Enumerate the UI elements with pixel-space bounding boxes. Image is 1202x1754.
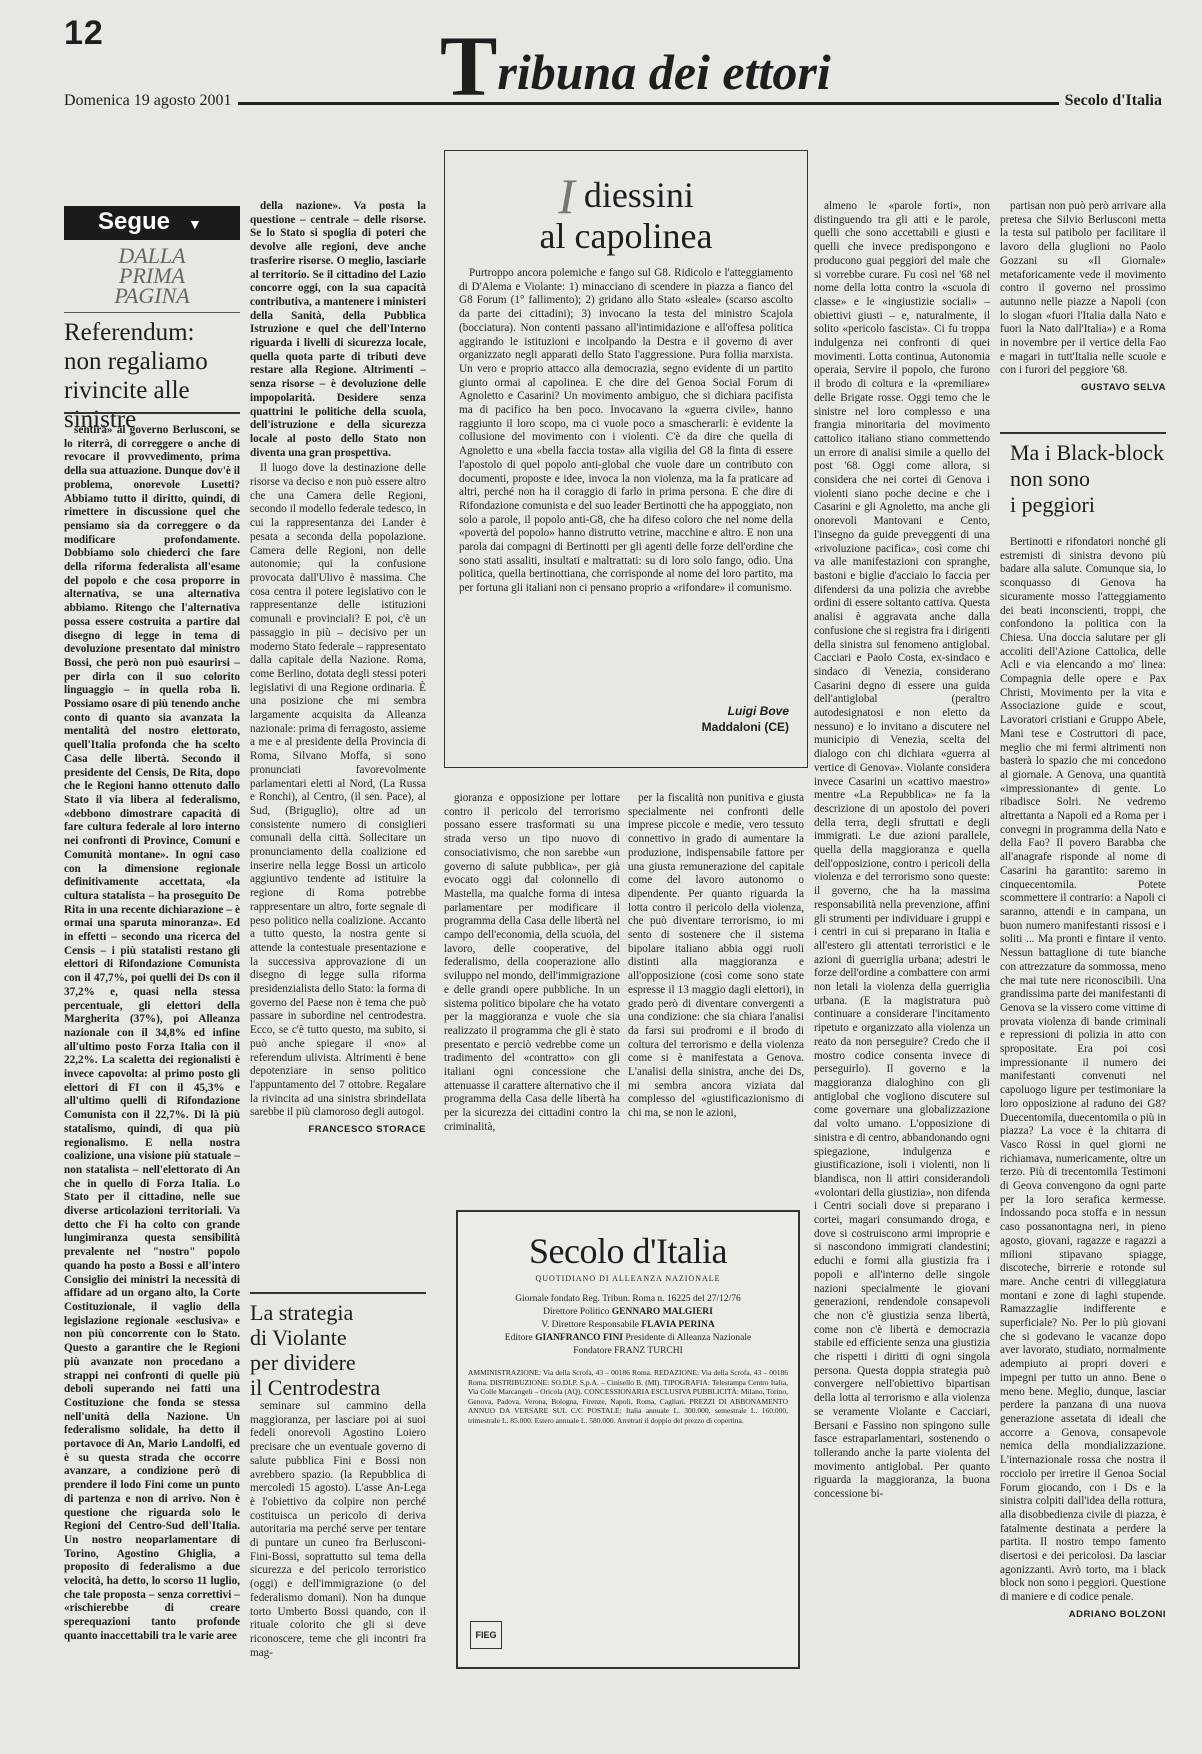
letter2-headline	[1010, 440, 1170, 518]
article2-column-b	[444, 792, 620, 1192]
article-text: almeno le «parole forti», non distinguendo tra gli atti e le parole, quelli che sono accettabili e giusti e quelli che invece predispongono e producono guai peggiori del male che si vorrebbe curare. Fu così nel '68 nel nome della lotta contro la «scuola di classe» e le «ingiustizie sociali» – obiettivi giusti – e, naturalmente, il solito «pericolo fascista». Ci fu troppa indulgenza nei confronti di quei movimenti. Lotta continua, Autonomia operaia, Servire il popolo, che furono il brodo di coltura e la «premiliare» delle Brigate rosse. Oggi temo che le sinistre nel loro complesso e una frangia minoritaria del movimento cattolico italiano stiano commettendo un errore di analisi simile a quello del post '68. Oggi come allora, si considera che nei cortei di Genova i violenti siano poche decine e che i Casarini e gli Agnoletto, ma anche gli onorevoli Mantovani e Cento, l'insegno da guide preveggenti di una «rivoluzione pacifica», così come chi va alle manifestazioni con spranghe, bastoni e biglie d'acciaio lo faccia per difendersi da una polizia che avrebbe ordini di essere soltanto cattiva. Questa analisi è aggravata anche dalla confusione che si registra fra i dirigenti della sinistra sul fenomeno antiglobal. Cacciari e Paolo Costa, ex-sindaco e sindaco di Venezia, considerano Casarini degno di essere una guida dell'antiglobal (peraltro autodesignatosi e non eletto da nessuno) e lo invitano a discutere nel municipio di Venezia, scelta del dialogo con chi dichiara «guerra al vertice di Genova». Violante considera invece Casarini un «cattivo maestro» mentre «La Repubblica» ne fa la descrizione di un apostolo dei poveri della terra, degli sfruttati e degli immigrati. Le due azioni parallele, quella della maggioranza e quella dell'opposizione, contro i pericoli della violenza e del terrorismo sono queste: il governo, che ha la massima responsabilità nella prevenzione, affini gli strumenti per individuare i gruppi e i centri in cui si preparano in Italia e all'estero gli attentati terroristici e le azioni di guerriglia urbana; adestri le forze dell'ordine a combattere con armi non letali la violenza della guerriglia urbana. (E la magistratura può continuare a considerare l'incitamento ripetuto e organizzato alla violenza un reato da non perseguire? Credo che il mostro codice consenta invece di perseguirlo). Il governo e la maggioranza dialoghino con gli antiglobal che vogliono discutere sul come governare una globalizzazione dal volto umano. L'opposizione di sinistra e di centro, abbandonando ogni spiegazione, indulgenza e giustificazione, isoli i violenti, non li blandisca, non li attiri considerandoli «volontari della giustizia», non difenda i Centri sociali dove si preparano i cortei, magari consumando droga, e dove si costruiscono armi improprie e si nascondono immigrati clandestini; educhi e formi alla giustizia fra i popoli e all'interno delle singole nazioni specialmente le giovani generazioni, rendendole consapevoli che non c'è giustizia senza libertà, come non c'è libertà e democrazia stabile ed efficiente senza una giustizia che rispetti i diritti di ogni singola persona. Questa doppia strategia può convergere nell'obiettivo bipartisan della lotta al terrorismo e alla violenza se veramente Violante e Cacciari, Bersani e Fassino non spingono sulle fasce estraparlamentari, sostenendo o tollerando anche la parte violenta del movimento antiglobal. Per quanto riguarda la maggioranza, la buona concessione bi-	[814, 200, 990, 1501]
divider	[1000, 432, 1166, 434]
letter-place: Maddaloni (CE)	[701, 720, 789, 734]
letter2-body	[1000, 536, 1166, 1734]
article2-column-c	[628, 792, 804, 1192]
divider	[250, 1292, 426, 1294]
article-text: per la fiscalità non punitiva e giusta specialmente nei confronti delle imprese piccole e medie, vero tessuto connettivo in grado di aumentare la produzione, indispensabile fattore per una giusta remunerazione del capitale come del lavoro autonomo o dipendente. Per quanto riguarda la lotta contro il pericolo della violenza, che può diventare terrorismo, io mi sento di sostenere che il sistema bipolare italiano abbia oggi ruoli distinti alla maggioranza e all'opposizione (così come sono state espresse il 13 maggio dagli elettori), in grado però di diventare convergenti a una condizione: che sia chiara l'analisi da farsi sui prodromi e il brodo di coltura del terrorismo e della violenza come si è manifestata a Genova. L'analisi della sinistra, anche dei Ds, mi sembra ancora viziata dal complesso del «giustificazionismo di chi ma, se non le azioni,	[628, 792, 804, 1120]
letter-title	[445, 168, 807, 256]
publisher-role: Presidente di Alleanza Nazionale	[625, 1333, 752, 1343]
headline-line: Referendum:	[64, 319, 195, 346]
masthead-box-title: Secolo d'Italia	[529, 1231, 727, 1271]
headline-line: i peggiori	[1010, 492, 1095, 517]
letter-title-line: al capolinea	[539, 216, 713, 256]
article1-signature: FRANCESCO STORACE	[308, 1124, 426, 1136]
segue-tag	[64, 206, 240, 240]
segue-label: Segue	[98, 208, 171, 235]
headline-line: rivincite alle sinistre	[64, 377, 190, 433]
article-text: partisan non può però arrivare alla pretesa che Silvio Berlusconi metta la testa sul patibolo per facilitare il lavoro della gluglioni no Paolo Gozzani su «Il Giornale» metaforicamente vede il movimento contro il governo nel prossimo autunno nelle piazze a Napoli (con lo slogan «fuori l'Italia dalla Nato e fuori la Nato dall'Italia») e a Roma in novembre per il vertice della Fao e magari in tutt'Italia nelle scuole e con i furori del peggiore '68.	[1000, 200, 1166, 377]
masthead-initial-t: T	[440, 18, 498, 114]
brand-name: Secolo d'Italia	[1059, 92, 1162, 110]
headline-line: per dividere	[250, 1350, 356, 1375]
vice-director-label: V. Direttore Responsabile	[541, 1320, 639, 1330]
headline-line: il Centrodestra	[250, 1375, 381, 1400]
article-text: sentirà» al governo Berlusconi, se lo riterrà, di correggere o anche di revocare il provvedimento, prima della sua attuazione. Dunque dov'è il problema, onorevole Lusetti? Abbiamo tutto il diritto, quindi, di rimettere in discussione quel che pensiamo sia da correggere o da modificare profondamente. Dobbiamo solo chiederci che fare della riforma federalista all'esame del popolo e che cosa proporre in alternativa, se una alternativa abbiamo. Ritengo che l'alternativa possa essere costruita a partire dal disegno di legge in tema di devoluzione presentato dal ministro Bossi, che però non può esaurirsi – per dirla con il suo colorito linguaggio – in quella roba lì. Possiamo osare di più tenendo anche conto di quanto sia avanzata la mentalità del nostro elettorato, quell'Italia profonda che ha scelto Casa delle libertà. Secondo il presidente del Censis, De Rita, dopo che le Regioni hanno ottenuto dallo Stato il via libera al federalismo, «debbono dimostrare capacità di fare cultura federale al loro interno nei confronti di Province, Comuni e Comunità montane». In ogni caso con la dimensione regionale definitivamente accettata, «la cultura statalista – ha proseguito De Rita in una recente dichiarazione – è ormai una sparuta minoranza». Ed in effetti – secondo una ricerca del Censis – i più statalisti restano gli elettori di Rifondazione Comunista con il 47,7%, poi quelli dei Ds con il 37,2% e, quasi nella stessa percentuale, gli elettori della Margherita (37%), poi Alleanza nazionale con il 34,8% ed infine all'ultimo posto Forza Italia con il 22,2%. La scaletta dei regionalisti è invece capovolta: al primo posto gli elettori di FI con il 45,3% e all'ultimo quelli di Rifondazione Comunista con il 22,7%. Di là più statalismo, quindi, di qua più regionalismo. E nella nostra coalizione, una visione più statuale – non statalista – nell'elettorato di An che in quello di Forza Italia. Lo Stato per il cittadino, nelle sue diverse articolazioni territoriali. Va detto che Fi ha colto con grande lungimiranza questa sensibilità prevalente nel "nostro" popolo quando ha posto a Bossi e all'intero Consiglio dei ministri la necessità di affidare ad un organo alto, la Corte Costituzionale, il vaglio della legislazione regionale «esclusiva» e non più concorrente con lo Stato. Questo a garantire che le Regioni più avanzate non procedano a strappi nei confronti di quelle più deboli superando nei fatti una Costituzione che fonda se stessa nell'unità della Nazione. Un federalismo solidale, ha detto il portavoce di An, Mario Landolfi, ed è su questa strada che occorre avanzare, a condizione però di prendere il lodo Fini come un punto di partenza e non di arrivo. Non è questione che riguarda solo le Regioni del Centro-Sud dell'Italia. Un nostro neoparlamentare di Torino, Agostino Ghiglia, a proposito di federalismo a due velocità, ha detto, lo scorso 11 luglio, che tale proposta – senza correttivi – «rischierebbe di creare sperequazioni tanto profonde quanto inaccettabili tra le varie aree	[64, 424, 240, 1642]
section-masthead	[440, 16, 831, 116]
page-number: 12	[64, 14, 104, 52]
article-text: Il luogo dove la destinazione delle risorse va deciso e non può essere altro che una Camera delle Regioni, secondo il modello federale tedesco, in cui la rappresentanza dei Lander è pesata a seconda della popolazione. Camera delle Regioni, non delle autonomie; qui la confusione provocata dall'Ulivo è massima. Che cosa centra il potere legislativo con le rappresentanze delle istituzioni comunali e provinciali? E poi, c'è un passaggio in più – decisivo per un moderno Stato federale – rappresentato dalla capitale della Nazione. Roma, come Berlino, dotata degli stessi poteri legislativi di una Regione ordinaria. È una posizione che mi sembra largamente acquisita da Alleanza nazionale: prima di ferragosto, assieme a me e al presidente della Provincia di Roma, Silvano Moffa, si sono pronunciati favorevolmente parlamentari eletti al Nord, (La Russa e Ronchi), al Centro, (il sen. Pace), al Sud, (Briguglio), oltre ad un consistente numero di consiglieri comunali della città. Sollecitare un pronunciamento della coalizione ed inserire nella legge Bossi un articolo aggiuntivo tendente ad istituire la regione di Roma potrebbe rappresentare un altro, forte segnale di peso politico nella coalizione. Accanto a tutto questo, la nostra gente si attende la contestuale presentazione e la successiva approvazione di un disegno di legge sulla riforma presidenzialista dello Stato: la forma di governo del Paese non è tema che può passare in subordine nel centrodestra. Ecco, se c'è tutto questo, ma subito, si può anche spiegare il «no» al referendum ulivista. Altrimenti è bene depotenziare in senso politico l'appuntamento del 7 ottobre. Regalare la rivincita ad una sinistra sbrindellata sarebbe il più clamoroso degli autogol.	[250, 462, 426, 1119]
letter-text: Purtroppo ancora polemiche e fango sul G8. Ridicolo e l'atteggiamento di D'Alema e Violante: 1) minacciano di scendere in piazza a fianco del G8 Forum (1° fallimento); 2) gridano allo Stato «sleale» (scarso ascolto da parte dei cittadini); 3) invocano la testa del ministro Scajola (bocciatura). Non contenti passano all'intimidazione e all'offesa politica aggirando le istituzioni e incolpando la Destra e il governo di aver organizzato negli apparati dello Stato l'aggressione. Pura follia marxista. Un vero e proprio attacco alla democrazia, segno evidente di un partito giunto ormai al capolinea. E che dire del Genoa Social Forum di Agnoletto e Casarini? Un movimento ambiguo, che si dichiara pacifista ma di pacifico ha ben poco. Invocavano la «guerra civile», hanno raggiunto il loro scopo, ma ci vuole poco a smascherarli: è evidente la collusione del movimento con i violenti. C'è da dire che quella di Agnoletto e una «bella faccia tosta» alla vigilia del G8 la finta di essere l'apostolo di quel popolo anti-global che vuole dare un contributo con documenti, proposte e idee, invoca la non violenza, ma la fa praticare ad altri, perché non ha il coraggio di farlo in prima persona. E che dire di Rifondazione comunista e del suo leader Bertinotti che ha appoggiato, non solo a parole, il popolo anti-G8, che ha difeso coloro che nel nome della «povertà del popolo» hanno distrutto vetrine, macchine e altro. E non una parola dai compagni di Bertinotti per gli agenti delle forze dell'ordine che sono stati assaliti, insultati e maltrattati: su di loro solo fango, odio. Una politica, quella bertinottiana, che corrisponde al nome del loro partito, ma per fortuna gli italiani non ci pensano proprio a «rifondare» il comunismo.	[459, 267, 793, 595]
article2-headline	[250, 1300, 430, 1400]
from-line-3: PAGINA	[114, 283, 190, 308]
headline-line: di Violante	[250, 1325, 347, 1350]
masthead-box-subtitle: QUOTIDIANO DI ALLEANZA NAZIONALE	[535, 1274, 721, 1283]
letter-title-line: diessini	[583, 175, 694, 215]
letter-box	[444, 150, 808, 768]
segue-box	[64, 206, 240, 313]
founder-line: Fondatore FRANZ TURCHI	[573, 1346, 683, 1356]
masthead-box	[456, 1210, 800, 1669]
article1-column-1	[64, 424, 240, 1734]
fieg-logo: FIEG	[470, 1621, 502, 1649]
divider	[64, 412, 240, 414]
headline-line: Ma i Black-block	[1010, 440, 1164, 465]
article1-column-2	[250, 200, 426, 1290]
registration-line: Giornale fondato Reg. Tribun. Roma n. 16225 del 27/12/76	[515, 1294, 741, 1304]
letter-signature	[702, 703, 789, 735]
headline-line: non sono	[1010, 466, 1091, 491]
article-text: seminare sul cammino della maggioranza, per lasciare poi ai suoi fedeli onorevoli Agostino Loiero precisare che un eventuale governo di salute pubblica Fini e Bossi non avrebbero spazio. (la Repubblica di mercoledì 15 agosto). L'asse An-Lega è l'obiettivo da colpire non perché costituisca un pericolo di deriva autoritaria ma perché serve per tentare di puntare un cuneo fra Berlusconi-Fini-Bossi, soprattutto sul tema della sicurezza e del pericolo terroristico (oggi) e dell'immigrazione (o del federalismo domani). Non ha dunque torto Umberto Bossi quando, con il rituale colorito che gli si deve riconoscere, teme che gli incontri fra mag-	[250, 1400, 426, 1659]
bolzoni-signature: ADRIANO BOLZONI	[1068, 1608, 1166, 1620]
from-front-page	[64, 240, 240, 313]
selva-signature: GUSTAVO SELVA	[1081, 382, 1166, 394]
dateline: Domenica 19 agosto 2001	[64, 92, 238, 110]
article2-column-d	[814, 200, 990, 1734]
right-column-top	[1000, 200, 1166, 420]
publisher-name: GIANFRANCO FINI	[535, 1333, 623, 1343]
vice-director-name: FLAVIA PERINA	[641, 1320, 715, 1330]
headline-line: La strategia	[250, 1300, 354, 1325]
director-name: GENNARO MALGIERI	[611, 1307, 713, 1317]
headline-line: non regaliamo	[64, 348, 208, 375]
article2-column-a	[250, 1400, 426, 1734]
letter-drop-initial: I	[558, 168, 575, 224]
down-arrow-icon: ▼	[188, 216, 202, 232]
article-text: della nazione». Va posta la questione – centrale – delle risorse. Se lo Stato si spoglia di poteri che devolve alle regioni, deve anche trasferire risorse. O meglio, lasciarle al territorio. Se il cittadino del Lazio concorre oggi, con la sua capacità contributiva, a mantenere i ministeri della Sanità, della Pubblica Istruzione e quel che dell'Interno riguarda i livelli di sicurezza locale, quella quota parte di tributi deve restare alla Regione. Altrimenti – senza risorse – è devoluzione delle impopolarità. Desidere senza quattrini le politiche della scuola, dell'istruzione e della sicurezza locale al posto dello Stato non diventa una gran prospettiva.	[250, 200, 426, 459]
article-text: Bertinotti e rifondatori nonché gli estremisti di sinistra devono più badare alla salute. Comunque sia, lo sconquasso di Genova ha sicuramente mosso l'atteggiamento dei beati inconscienti, troppi, che confondono la politica con la Chiesa. Una doccia salutare per gli accoliti dell'Azione Cattolica, delle Acli e via elencando a mo' linea: Compagnia delle opere e Pax Christi, Movimento per la vita e Associazione guide e scout, Lavoratori cristiani e Gruppo Abele, Mani tese e Costruttori di pace, meglio che mi fermi altrimenti non basterà lo spazio che mi concedono al giornale. A Genova, una quantità «impressionante» di gente. Lo ribadisce Solri. Ne vedremo altrettanta a Napoli ed a Roma per i convegni in programma della Nato e della Fao? Il povero Barabba che all'anagrafe risponde al nome di Casarini ha garantito: saremo in cinquecentomila. Potete scommettere il contrario: a Napoli ci saranno, attendi e in campana, un buon numero manifestanti rissosi e i soliti ... Ma pronti e fintare il vento. Nessun battaglione di tute bianche con attrezzature da sommossa, meno che mai tute nere riconoscibili. Una grandissima parte dei manifestanti di Genova se la vissero come vittime di provata violenza di bande criminali e repressioni di polizia in atto con spropositate. Era poi così impressionante il numero dei manifestanti convenuti nel capoluogo ligure per testimoniare la loro opposizione al raduno dei G8? Duecentomila, duecentomila o più in piazza? La voce è la chitarra di Vasco Rossi in quel giorni ne richiamava, numericamente, oltre un terzo. Più di trecentomila Testimoni di Geova convengono da ogni parte per la loro serafica kermesse. Indossando poca stoffa e in nessun caso possanontagna neri, in pieno agosto, giovani, ragazze e ragazzi a milioni stipavano spiagge, discoteche, birrerie e rotonde sul mare. Anche centri di villeggiatura montani e zone di laghi stupende. Ramazzaglie indifferente e superficiale? No. Per lo più giovani che si godevano le vacanze dopo aver lavorato, studiato, normalmente adempiuto ai propri doveri e impegni per tutto un anno. Bene o meno bene. Meglio, dunque, lasciar perdere la panzana di una nuova generazione assetata di ideali che accorre a Genova, consapevole nemica della mondializzazione. L'internazionale rossa che nostra il rocciolo per irretire il Genoa Social Forum giocando, con i Ds e la sinistra colpiti dall'idea della rottura, alla disobbedienza civile di piazza, è fatalmente destinata a perdere la partita. Il nostro tempo famento disertosi e dei pericolosi. Da lasciar agonizzanti. Avrò torto, ma i black block non sono i peggiori. Questione di maniere e di codice penale.	[1000, 536, 1166, 1604]
director-label: Direttore Politico	[543, 1307, 610, 1317]
article-text: gioranza e opposizione per lottare contro il pericolo del terrorismo possano essere trasformati su una strada verso un tipo nuovo di consociativismo, che non sarebbe «un governo di salute pubblica», per già evocato oggi dal colonnello di Mastella, ma qualche forma di intesa parlamentare per modificare il programma della Casa delle libertà nel campo dell'economia, della scuola, del lavoro, delle cooperative, del federalismo, della cooperazione allo sviluppo nel mondo, dell'immigrazione e delle grandi opere pubbliche. In un sistema politico bipolare che ha votato per la maggioranza e vuole che sia realizzato il programma che gli è stato presentato e perciò vedrebbe come un tradimento del «contratto» con gli italiani ogni concessione che attenuasse il carattere alternativo che il programma della Casa delle libertà ha per la sicurezza dei cittadini contro la criminalità,	[444, 792, 620, 1133]
article1-headline	[64, 318, 244, 434]
from-line-2: PRIMA	[119, 263, 185, 288]
publisher-label: Editore	[504, 1333, 533, 1343]
letter-body	[459, 267, 793, 598]
letter-author: Luigi Bove	[727, 704, 789, 718]
masthead-title: ribuna dei ettori	[497, 44, 831, 100]
masthead-fine-print: AMMINISTRAZIONE: Via della Scrofa, 43 – 00186 Roma. REDAZIONE: Via della Scrofa, 43 – 00186 Roma. DISTRIBUZIONE: SO.DI.P. S.p.A. – Cinisello B. (MI). TIPOGRAFIA: Telestampa Centro Italia, Via Colle Marcangeli – Oricola (AQ). CONCESSIONARIA ESCLUSIVA PUBBLICITÀ: Milano, Torino, Genova, Padova, Verona, Bologna, Firenze, Napoli, Roma, Cagliari. PREZZI DI ABBONAMENTO ANNUO DA VERSARE SUL C/C POSTALE: Italia annuale L. 300.000, semestrale L. 160.000, trimestrale L. 85.000. Estero annuale L. 580.000. Arretrati il doppio del prezzo di copertina.	[468, 1368, 788, 1425]
from-line-1: DALLA	[118, 243, 186, 268]
